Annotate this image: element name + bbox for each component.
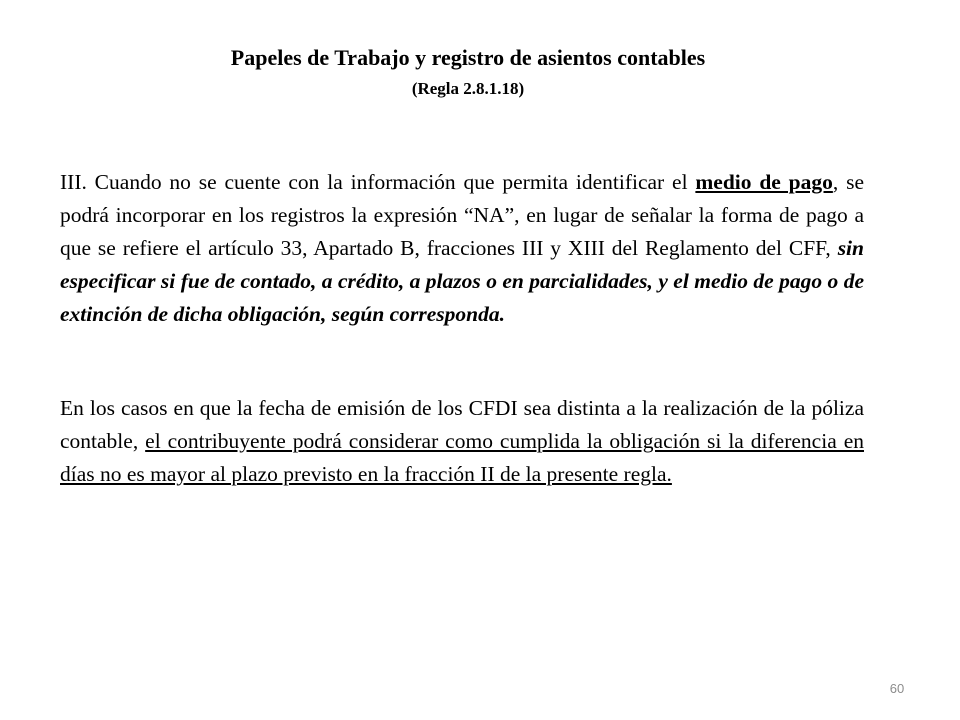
rule-reference: (Regla 2.8.1.18) xyxy=(411,79,525,98)
paragraph1-emphasis-bold-italic: sin especificar si fue de contado, a crédito, a plazos o en parcialidades, y el medio de pago o de extinción de dicha obligación, según corresponda. xyxy=(60,236,864,326)
paragraph2-text-1: En los casos en que la fecha de emisión de los CFDI sea distinta a la realización de la póliza contable, xyxy=(60,396,864,453)
page-title: Papeles de Trabajo y registro de asientos contables xyxy=(230,45,706,70)
paragraph1-text-2: , se podrá incorporar en los registros la expresión “NA”, en lugar de señalar la forma de pago a que se refiere el artículo 33, Apartado B, fracciones III y XIII del Reglamento del CFF, xyxy=(60,170,864,260)
paragraph1-text-1: III. Cuando no se cuente con la información que permita identificar el xyxy=(60,170,696,194)
paragraph-cfdi-dates xyxy=(60,392,864,491)
page-number: 60 xyxy=(889,681,905,696)
paragraph1-emphasis-medio-de-pago: medio de pago xyxy=(695,170,833,194)
paragraph-fraction-iii xyxy=(60,166,864,331)
paragraph2-underlined-text: el contribuyente podrá considerar como cumplida la obligación si la diferencia en días no es mayor al plazo previsto en la fracción II de la presente regla. xyxy=(60,429,864,486)
